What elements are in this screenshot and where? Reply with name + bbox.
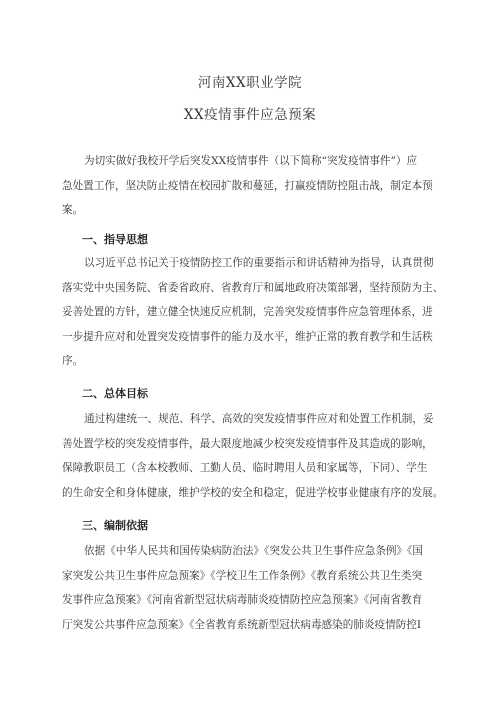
intro-paragraph [62, 149, 444, 223]
section-paragraph [62, 539, 444, 637]
paragraph-line: 依据《中华人民共和国传染病防治法》《突发公共卫生事件应急条例》《国 [84, 545, 423, 557]
section-heading: 二、总体目标 [82, 387, 148, 400]
paragraph-line: 的生命安全和身体健康，维护学校的安全和稳定，促进学校事业健康有序的发展。 [62, 486, 444, 499]
paragraph-line: 案。 [62, 204, 84, 216]
section-paragraph [62, 251, 444, 374]
paragraph-line: 发事件应急预案》《河南省新型冠状病毒肺炎疫情防控应急预案》《河南省教育 [62, 594, 423, 606]
paragraph-line: 厅突发公共事件应急预案》《全省教育系统新型冠状病毒感染的肺炎疫情防控Ⅰ [62, 618, 422, 631]
paragraph-line: 急处置工作，坚决防止疫情在校园扩散和蔓延，打赢疫情防控阻击战，制定本预 [62, 179, 433, 192]
paragraph-line: 通过构建统一、规范、科学、高效的突发疫情事件应对和处置工作机制，妥 [84, 413, 434, 425]
paragraph-line: 妥善处置的方针，建立健全快速反应机制，完善突发疫情事件应急管理体系，进 [62, 306, 433, 318]
document-title-school: 河南XX职业学院 [197, 75, 303, 91]
paragraph-line: 家突发公共卫生事件应急预案》《学校卫生工作条例》《教育系统公共卫生类突 [62, 569, 423, 582]
document-title-plan: XX疫情事件应急预案 [183, 107, 317, 123]
section-heading: 三、编制依据 [82, 519, 148, 532]
section-heading: 一、指导思想 [82, 233, 148, 246]
paragraph-line: 落实党中央国务院、省委省政府、省教育厅和属地政府决策部署，坚持预防为主、 [62, 281, 444, 294]
paragraph-line: 保障教职员工（含本校教师、工勤人员、临时聘用人员和家属等，下同）、学生 [62, 462, 428, 474]
paragraph-line: 为切实做好我校开学后突发XX疫情事件（以下简称“突发疫情事件”）应 [84, 155, 418, 167]
paragraph-line: 一步提升应对和处置突发疫情事件的能力及水平，维护正常的教育教学和生活秩 [62, 330, 433, 343]
section-paragraph [62, 407, 444, 505]
paragraph-line: 序。 [62, 355, 84, 367]
paragraph-line: 以习近平总书记关于疫情防控工作的重要指示和讲话精神为指导，认真贯彻 [84, 257, 434, 269]
paragraph-line: 善处置学校的突发疫情事件，最大限度地减少校突发疫情事件及其造成的影响， [62, 437, 433, 450]
